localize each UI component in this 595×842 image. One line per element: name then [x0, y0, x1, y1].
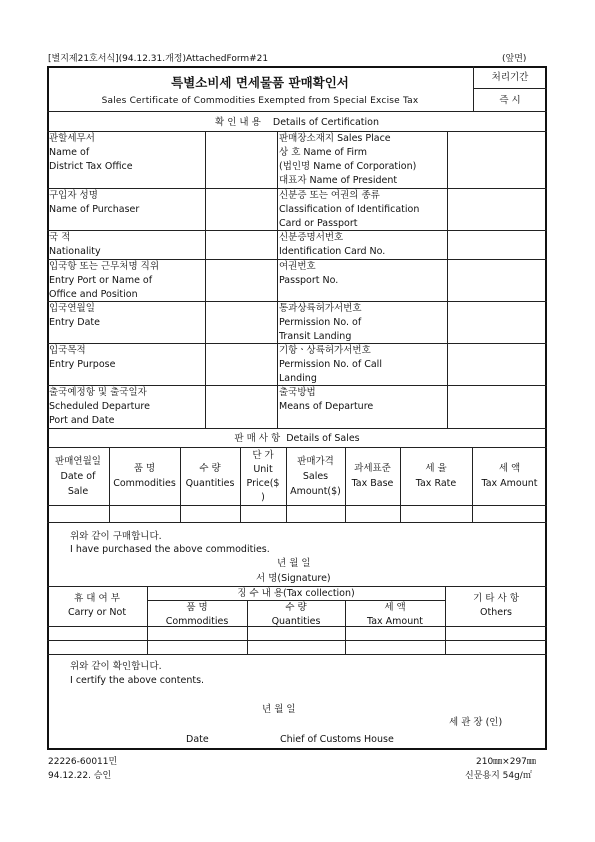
- form-title-english: Sales Certificate of Commodities Exempted from Special Excise Tax: [101, 96, 419, 106]
- tc-commodities: 품 명: [186, 602, 208, 613]
- tc-commodities-en: Commodities: [165, 616, 229, 626]
- purchase-statement-en: I have purchased the above commodities.: [70, 544, 270, 555]
- sales-place-field[interactable]: [448, 132, 546, 187]
- certify-date-en: Date: [186, 734, 209, 745]
- certify-statement-en: I certify the above contents.: [70, 675, 205, 686]
- tc-tax: 세 액: [384, 602, 406, 613]
- page-side-label: (앞면): [502, 54, 527, 64]
- sales-header: 판 매 사 항 Details of Sales: [234, 433, 360, 444]
- departure-means-field[interactable]: [448, 386, 546, 427]
- certify-date: 년 월 일: [262, 704, 296, 715]
- others-label-en: Others: [480, 607, 512, 618]
- tc-quantities: 수 량: [285, 602, 307, 613]
- id-classification-field[interactable]: [448, 189, 546, 229]
- passport-number-field[interactable]: [448, 260, 546, 300]
- form-id: [별지제21호서식](94.12.31.개정)AttachedForm#21: [48, 54, 269, 64]
- nationality-field[interactable]: [206, 231, 276, 258]
- tax-office-field[interactable]: [206, 132, 276, 187]
- carry-label-en: Carry or Not: [67, 607, 127, 618]
- transit-permission-field[interactable]: [448, 302, 546, 342]
- departure-field[interactable]: [206, 386, 276, 427]
- tc-quantities-en: Quantities: [271, 616, 321, 626]
- certification-header: 확 인 내 용 Details of Certification: [215, 117, 379, 128]
- customs-chief-seal: 세 관 장 (인): [449, 717, 503, 728]
- id-number-field[interactable]: [448, 231, 546, 258]
- entry-port-field[interactable]: [206, 260, 276, 300]
- entry-purpose-field[interactable]: [206, 344, 276, 384]
- certify-statement-ko: 위와 같이 확인합니다.: [70, 661, 162, 672]
- footer-code: 22226-60011민: [48, 757, 118, 767]
- processing-period-value: 즉 시: [499, 95, 521, 106]
- tc-tax-en: Tax Amount: [366, 616, 424, 626]
- processing-period-label: 처리기간: [491, 72, 529, 83]
- purchaser-name-field[interactable]: [206, 189, 276, 229]
- chief-customs-en: Chief of Customs House: [280, 734, 394, 745]
- carry-label-ko: 휴 대 여 부: [74, 593, 120, 604]
- footer-approval: 94.12.22. 승인: [48, 771, 112, 781]
- tax-collection-header: 징 수 내 용(Tax collection): [237, 588, 355, 599]
- others-label-ko: 기 타 사 항: [473, 593, 519, 604]
- purchase-signature[interactable]: 서 명(Signature): [256, 573, 331, 584]
- footer-size: 210㎜×297㎜: [476, 757, 536, 767]
- footer-paper: 신문용지 54g/㎡: [465, 771, 532, 781]
- sales-entry-row[interactable]: [48, 506, 546, 521]
- form-title-korean: 특별소비세 면세물품 판매확인서: [171, 75, 349, 90]
- purchase-statement-ko: 위와 같이 구매합니다.: [70, 531, 162, 542]
- entry-date-field[interactable]: [206, 302, 276, 342]
- call-permission-field[interactable]: [448, 344, 546, 384]
- purchase-date: 년 월 일: [277, 558, 311, 569]
- tax-collection-entry-rows[interactable]: [48, 627, 546, 653]
